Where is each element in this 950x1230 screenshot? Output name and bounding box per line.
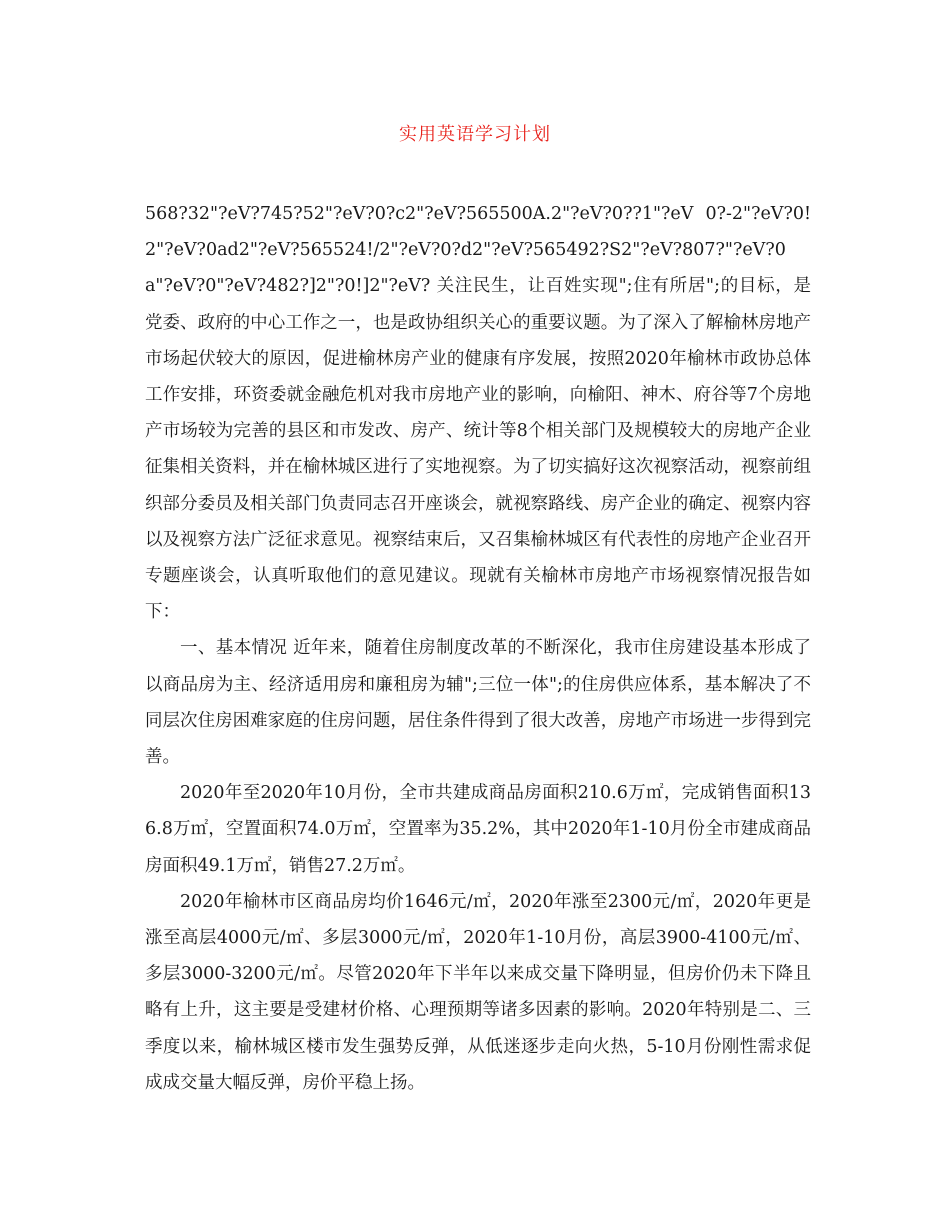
document-body	[145, 196, 811, 1101]
paragraph-basic-situation: 一、基本情况 近年来，随着住房制度改革的不断深化，我市住房建设基本形成了以商品房为主、经济适用房和廉租房为辅";三位一体";的住房供应体系，基本解决了不同层次住房困难家庭的住房问题，居住条件得到了很大改善，房地产市场进一步得到完善。	[145, 638, 811, 768]
document-title: 实用英语学习计划	[399, 124, 551, 145]
paragraph-intro: 568?32"?eV?745?52"?eV?0?c2"?eV?565500A.2"?eV?0??1"?eV 0?-2"?eV?0!2"?eV?0ad2"?eV?565524!/2"?eV?0?d2"?eV?565492?S2"?eV?807?"?eV?0a"?eV?0"?eV?482?]2"?0!]2"?eV? 关注民生，让百姓实现";住有所居";的目标，是党委、政府的中心工作之一，也是政协组织关心的重要议题。为了深入了解榆林房地产市场起伏较大的原因，促进榆林房产业的健康有序发展，按照2020年榆林市政协总体工作安排，环资委就金融危机对我市房地产业的影响，向榆阳、神木、府谷等7个房地产市场较为完善的县区和市发改、房产、统计等8个相关部门及规模较大的房地产企业征集相关资料，并在榆林城区进行了实地视察。为了切实搞好这次视察活动，视察前组织部分委员及相关部门负责同志召开座谈会，就视察路线、房产企业的确定、视察内容以及视察方法广泛征求意见。视察结束后，又召集榆林城区有代表性的房地产企业召开专题座谈会，认真听取他们的意见建议。现就有关榆林市房地产市场视察情况报告如下：	[145, 204, 811, 623]
paragraph-housing-area: 2020年至2020年10月份，全市共建成商品房面积210.6万㎡，完成销售面积136.8万㎡，空置面积74.0万㎡，空置率为35.2%，其中2020年1-10月份全市建成商品房面积49.1万㎡，销售27.2万㎡。	[145, 783, 811, 876]
paragraph-housing-price: 2020年榆林市区商品房均价1646元/㎡，2020年涨至2300元/㎡，2020年更是涨至高层4000元/㎡、多层3000元/㎡，2020年1-10月份，高层3900-4100元/㎡、多层3000-3200元/㎡。尽管2020年下半年以来成交量下降明显，但房价仍未下降且略有上升，这主要是受建材价格、心理预期等诸多因素的影响。2020年特别是二、三季度以来，榆林城区楼市发生强势反弹，从低迷逐步走向火热，5-10月份刚性需求促成成交量大幅反弹，房价平稳上扬。	[145, 891, 811, 1093]
